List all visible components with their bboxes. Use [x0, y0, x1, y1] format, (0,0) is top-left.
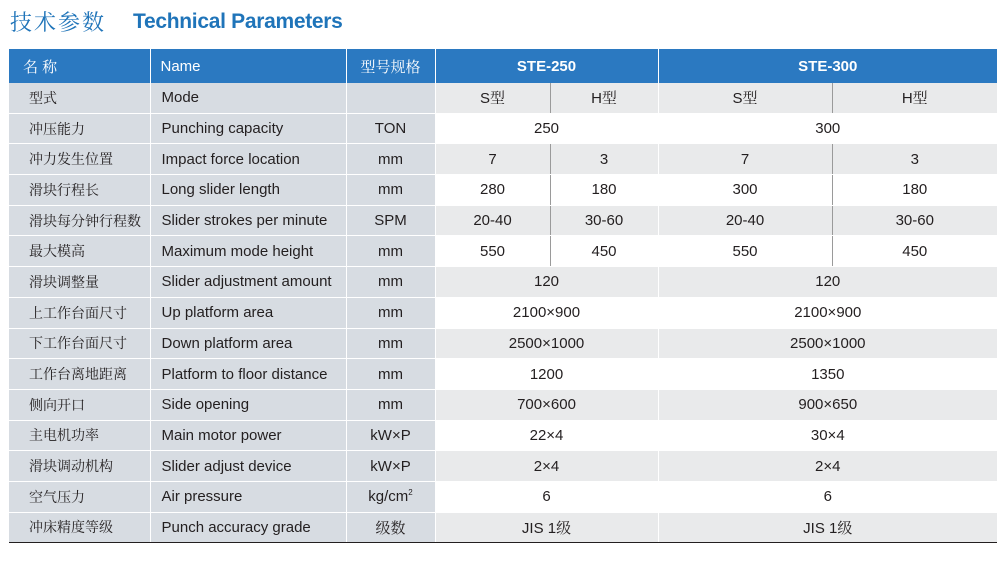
table-row — [9, 451, 997, 482]
param-unit — [346, 481, 435, 512]
unit-text: mm — [378, 181, 403, 199]
unit-text: kW×P — [370, 426, 411, 444]
value-ste250: JIS 1级 — [435, 512, 658, 543]
value-ste250: 700×600 — [435, 389, 658, 420]
value-ste300: 300 — [658, 113, 997, 144]
table-row — [9, 175, 997, 206]
value-ste250-h: 30-60 — [550, 205, 658, 236]
param-unit — [346, 359, 435, 390]
value-ste300-h: 30-60 — [832, 205, 997, 236]
value-ste300: 6 — [658, 481, 997, 512]
unit-text: mm — [378, 396, 403, 414]
param-unit — [346, 420, 435, 451]
param-unit — [346, 328, 435, 359]
param-name-cn: 主电机功率 — [9, 420, 150, 451]
value-ste250: 2×4 — [435, 451, 658, 482]
page-title-en: Technical Parameters — [133, 10, 343, 33]
unit-text: mm — [378, 242, 403, 260]
value-ste300-s: S型 — [658, 83, 832, 113]
param-name-en: Slider strokes per minute — [150, 205, 346, 236]
param-name-cn: 空气压力 — [9, 481, 150, 512]
value-ste300-h: 180 — [832, 175, 997, 206]
table-row — [9, 328, 997, 359]
value-ste250-s: 20-40 — [435, 205, 550, 236]
value-ste300-h: H型 — [832, 83, 997, 113]
table-row — [9, 420, 997, 451]
value-ste300: 900×650 — [658, 389, 997, 420]
table-row — [9, 113, 997, 144]
param-name-en: Side opening — [150, 389, 346, 420]
param-unit — [346, 267, 435, 298]
param-name-cn: 滑块行程长 — [9, 175, 150, 206]
unit-text: mm — [378, 304, 403, 322]
param-name-en: Impact force location — [150, 144, 346, 175]
value-ste300-s: 20-40 — [658, 205, 832, 236]
table-row — [9, 144, 997, 175]
unit-text: 级数 — [375, 519, 406, 537]
param-name-en: Slider adjustment amount — [150, 267, 346, 298]
param-unit — [346, 451, 435, 482]
value-ste300: 2500×1000 — [658, 328, 997, 359]
unit-text: kg/cm — [368, 488, 409, 506]
value-ste250: 250 — [435, 113, 658, 144]
param-name-en: Up platform area — [150, 297, 346, 328]
value-ste250-h: H型 — [550, 83, 658, 113]
param-name-en: Air pressure — [150, 481, 346, 512]
header-name-en: Name — [150, 49, 346, 83]
value-ste250-s: 280 — [435, 175, 550, 206]
param-unit — [346, 144, 435, 175]
param-name-en: Down platform area — [150, 328, 346, 359]
param-name-cn: 滑块每分钟行程数 — [9, 205, 150, 236]
value-ste300: 1350 — [658, 359, 997, 390]
value-ste300: 2×4 — [658, 451, 997, 482]
param-name-cn: 冲压能力 — [9, 113, 150, 144]
value-ste300-s: 7 — [658, 144, 832, 175]
table-row — [9, 389, 997, 420]
param-name-cn: 上工作台面尺寸 — [9, 297, 150, 328]
param-unit — [346, 83, 435, 113]
param-name-cn: 滑块调整量 — [9, 267, 150, 298]
value-ste300: 120 — [658, 267, 997, 298]
title-bar — [0, 0, 1000, 44]
value-ste300: 2100×900 — [658, 297, 997, 328]
param-name-cn: 工作台离地距离 — [9, 359, 150, 390]
unit-text: TON — [374, 120, 407, 138]
param-name-en: Slider adjust device — [150, 451, 346, 482]
header-name-cn: 名 称 — [9, 49, 150, 83]
value-ste300-h: 3 — [832, 144, 997, 175]
value-ste250: 22×4 — [435, 420, 658, 451]
param-name-cn: 冲力发生位置 — [9, 144, 150, 175]
unit-text: mm — [378, 365, 403, 383]
unit-superscript: 2 — [408, 488, 413, 498]
table-row — [9, 267, 997, 298]
param-unit — [346, 236, 435, 267]
param-name-cn: 型式 — [9, 83, 150, 113]
value-ste250-s: S型 — [435, 83, 550, 113]
param-unit — [346, 113, 435, 144]
table-row — [9, 359, 997, 390]
page-title-cn: 技术参数 — [10, 11, 107, 36]
value-ste250: 1200 — [435, 359, 658, 390]
param-name-en: Platform to floor distance — [150, 359, 346, 390]
param-name-en: Main motor power — [150, 420, 346, 451]
param-name-en: Punching capacity — [150, 113, 346, 144]
param-name-cn: 下工作台面尺寸 — [9, 328, 150, 359]
value-ste250-s: 7 — [435, 144, 550, 175]
param-unit — [346, 512, 435, 543]
table-row — [9, 481, 997, 512]
param-unit — [346, 389, 435, 420]
value-ste250: 120 — [435, 267, 658, 298]
table-row — [9, 297, 997, 328]
param-name-en: Long slider length — [150, 175, 346, 206]
value-ste250-h: 3 — [550, 144, 658, 175]
param-name-cn: 侧向开口 — [9, 389, 150, 420]
param-unit — [346, 205, 435, 236]
header-model-ste-250: STE-250 — [435, 49, 658, 83]
value-ste300: 30×4 — [658, 420, 997, 451]
table-row — [9, 205, 997, 236]
param-name-cn: 最大模高 — [9, 236, 150, 267]
parameters-table — [9, 49, 997, 543]
value-ste250: 2100×900 — [435, 297, 658, 328]
header-model-ste-300: STE-300 — [658, 49, 997, 83]
param-unit — [346, 175, 435, 206]
unit-text: mm — [378, 334, 403, 352]
value-ste250: 6 — [435, 481, 658, 512]
param-name-en: Maximum mode height — [150, 236, 346, 267]
table-body — [9, 83, 997, 543]
value-ste300-s: 300 — [658, 175, 832, 206]
param-unit — [346, 297, 435, 328]
param-name-cn: 冲床精度等级 — [9, 512, 150, 543]
table-row — [9, 236, 997, 267]
unit-text: mm — [378, 150, 403, 168]
value-ste250-h: 450 — [550, 236, 658, 267]
value-ste250-s: 550 — [435, 236, 550, 267]
param-name-cn: 滑块调动机构 — [9, 451, 150, 482]
unit-text: kW×P — [370, 457, 411, 475]
value-ste250-h: 180 — [550, 175, 658, 206]
header-row — [9, 49, 997, 83]
header-spec: 型号规格 — [346, 49, 435, 83]
value-ste300: JIS 1级 — [658, 512, 997, 543]
param-name-en: Mode — [150, 83, 346, 113]
unit-text: SPM — [374, 212, 407, 230]
value-ste300-h: 450 — [832, 236, 997, 267]
value-ste300-s: 550 — [658, 236, 832, 267]
param-name-en: Punch accuracy grade — [150, 512, 346, 543]
table-row — [9, 83, 997, 113]
table-row — [9, 512, 997, 543]
unit-text: mm — [378, 273, 403, 291]
value-ste250: 2500×1000 — [435, 328, 658, 359]
